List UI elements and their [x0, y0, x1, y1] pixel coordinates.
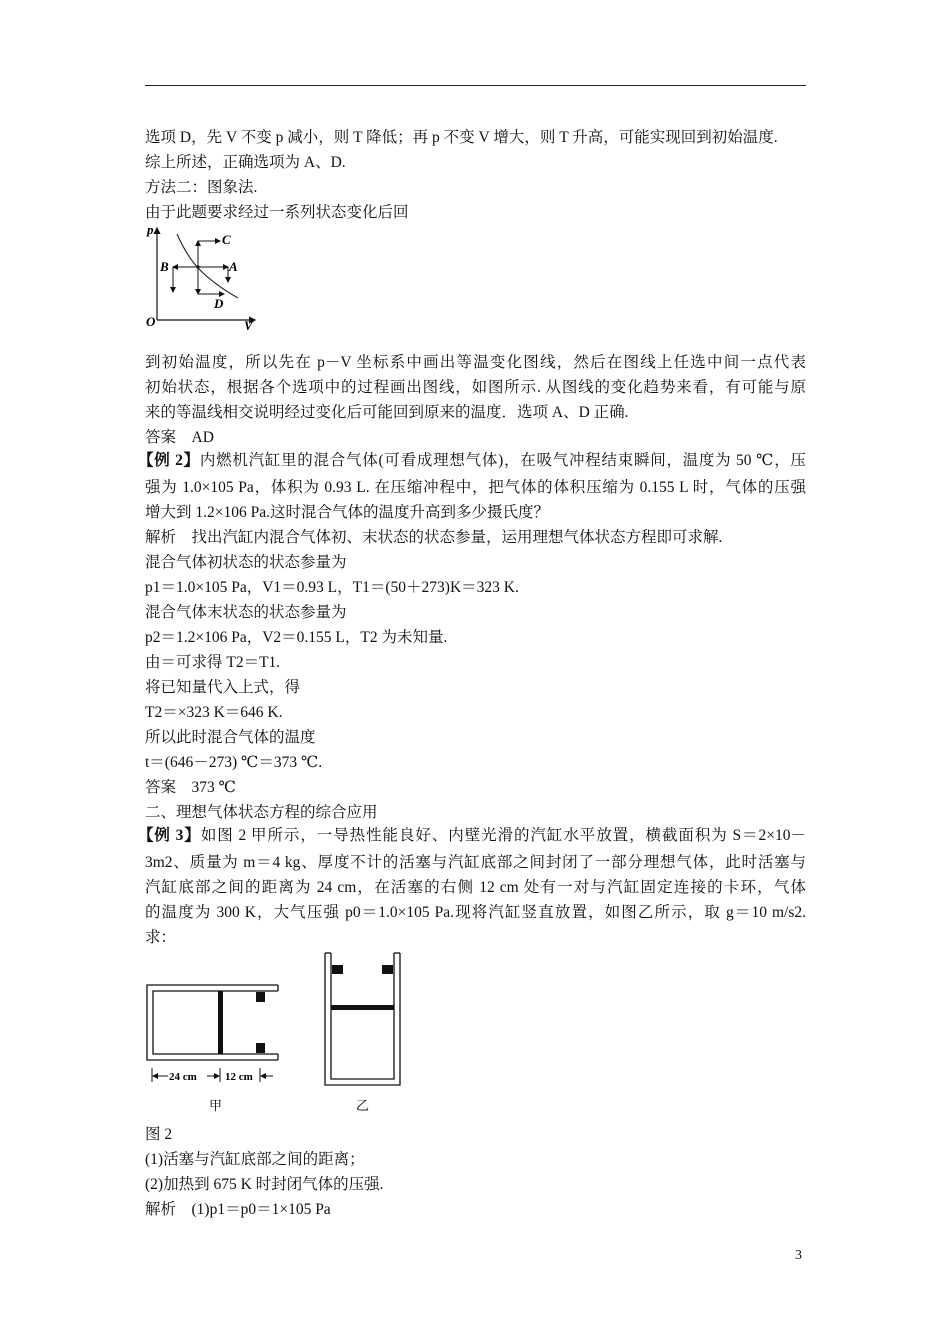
text-line: 汽缸底部之间的距离为 24 cm，在活塞的右侧 12 cm 处有一对与汽缸固定连接的卡环，气体: [145, 879, 806, 896]
example-2-line: [138, 451, 806, 471]
example-text: 如图 2 甲所示，一导热性能良好、内壁光滑的汽缸水平放置，横截面积为 S＝2×10－: [200, 827, 806, 844]
label-d: D: [214, 296, 224, 311]
piston-horizontal: [218, 991, 223, 1054]
dim-12cm: 12 cm: [225, 1071, 253, 1083]
answer-line: 答案 373 ℃: [145, 779, 236, 796]
text-line: 所以此时混合气体的温度: [145, 729, 316, 746]
text-line: 方法二：图象法.: [145, 179, 258, 196]
text-line: 混合气体初状态的状态参量为: [145, 554, 347, 571]
label-a: A: [229, 259, 238, 274]
text-line: p2＝1.2×106 Pa，V2＝0.155 L，T2 为未知量.: [145, 629, 448, 646]
p-axis-label: p: [147, 222, 154, 237]
example-text: 内燃机汽缸里的混合气体(可看成理想气体)，在吸气冲程结束瞬间，温度为 50 ℃，压: [199, 452, 806, 469]
text-line: t＝(646－273) ℃＝373 ℃.: [145, 754, 323, 771]
text-line: 强为 1.0×105 Pa，体积为 0.93 L. 在压缩冲程中，把气体的体积压缩为 0.155 L 时，气体的压强: [145, 479, 806, 496]
text-line: T2＝×323 K＝646 K.: [145, 704, 283, 721]
header-rule: [145, 85, 806, 86]
example-tag: 【例 2】: [138, 452, 200, 469]
text-line: 将已知量代入上式，得: [145, 679, 301, 696]
text-line: 解析 找出汽缸内混合气体初、末状态的状态参量，运用理想气体状态方程即可求解.: [145, 529, 723, 546]
v-axis-label: V: [244, 318, 253, 333]
text-line: p1＝1.0×105 Pa，V1＝0.93 L，T1＝(50＋273)K＝323 K.: [145, 579, 519, 596]
stop-ring: [256, 1043, 265, 1053]
label-jia: 甲: [209, 1098, 223, 1113]
label-yi: 乙: [356, 1098, 370, 1113]
answer-line: 答案 AD: [145, 429, 214, 446]
text-line: 混合气体末状态的状态参量为: [145, 604, 347, 621]
text-line: 3m2、质量为 m＝4 kg、厚度不计的活塞与汽缸底部之间封闭了一部分理想气体，此时活塞与: [145, 854, 806, 871]
example-tag: 【例 3】: [138, 827, 201, 844]
origin-label: O: [146, 314, 156, 329]
pv-graph-figure: [140, 222, 270, 334]
question-1: (1)活塞与汽缸底部之间的距离；: [145, 1151, 365, 1168]
stop-ring: [332, 965, 343, 974]
example-3-line: [138, 826, 806, 846]
question-2: (2)加热到 675 K 时封闭气体的压强.: [145, 1176, 384, 1193]
stop-ring: [382, 965, 393, 974]
text-line: 增大到 1.2×106 Pa.这时混合气体的温度升高到多少摄氏度？: [145, 504, 549, 521]
piston-vertical: [331, 1005, 394, 1010]
text-line: 综上所述，正确选项为 A、D.: [145, 154, 346, 171]
text-line: 到初始温度，所以先在 p－V 坐标系中画出等温变化图线，然后在图线上任选中间一点代表: [145, 354, 806, 371]
label-b: B: [160, 259, 169, 274]
solution-line: 解析 (1)p1＝p0＝1×105 Pa: [145, 1201, 331, 1218]
text-line: 的温度为 300 K，大气压强 p0＝1.0×105 Pa.现将汽缸竖直放置，如图乙所示，取 g＝10 m/s2.: [145, 904, 806, 921]
stop-ring: [256, 992, 265, 1002]
text-line: 选项 D，先 V 不变 p 减小，则 T 降低；再 p 不变 V 增大，则 T 升高，可能实现回到初始温度.: [145, 129, 778, 146]
text-line: 来的等温线相交说明经过变化后可能回到原来的温度．选项 A、D 正确.: [145, 404, 629, 421]
section-heading: 二、理想气体状态方程的综合应用: [145, 804, 378, 821]
figure-caption: 图 2: [145, 1126, 173, 1143]
text-line: 求：: [145, 929, 177, 946]
page-number: 3: [795, 1248, 802, 1263]
text-line: 由于此题要求经过一系列状态变化后回: [145, 204, 409, 221]
dim-24cm: 24 cm: [169, 1071, 197, 1083]
text-line: 初始状态，根据各个选项中的过程画出图线，如图所示. 从图线的变化趋势来看，有可能与原: [145, 379, 806, 396]
label-c: C: [222, 232, 231, 247]
cylinder-figure: [140, 948, 420, 1118]
text-line: 由＝可求得 T2＝T1.: [145, 654, 281, 671]
